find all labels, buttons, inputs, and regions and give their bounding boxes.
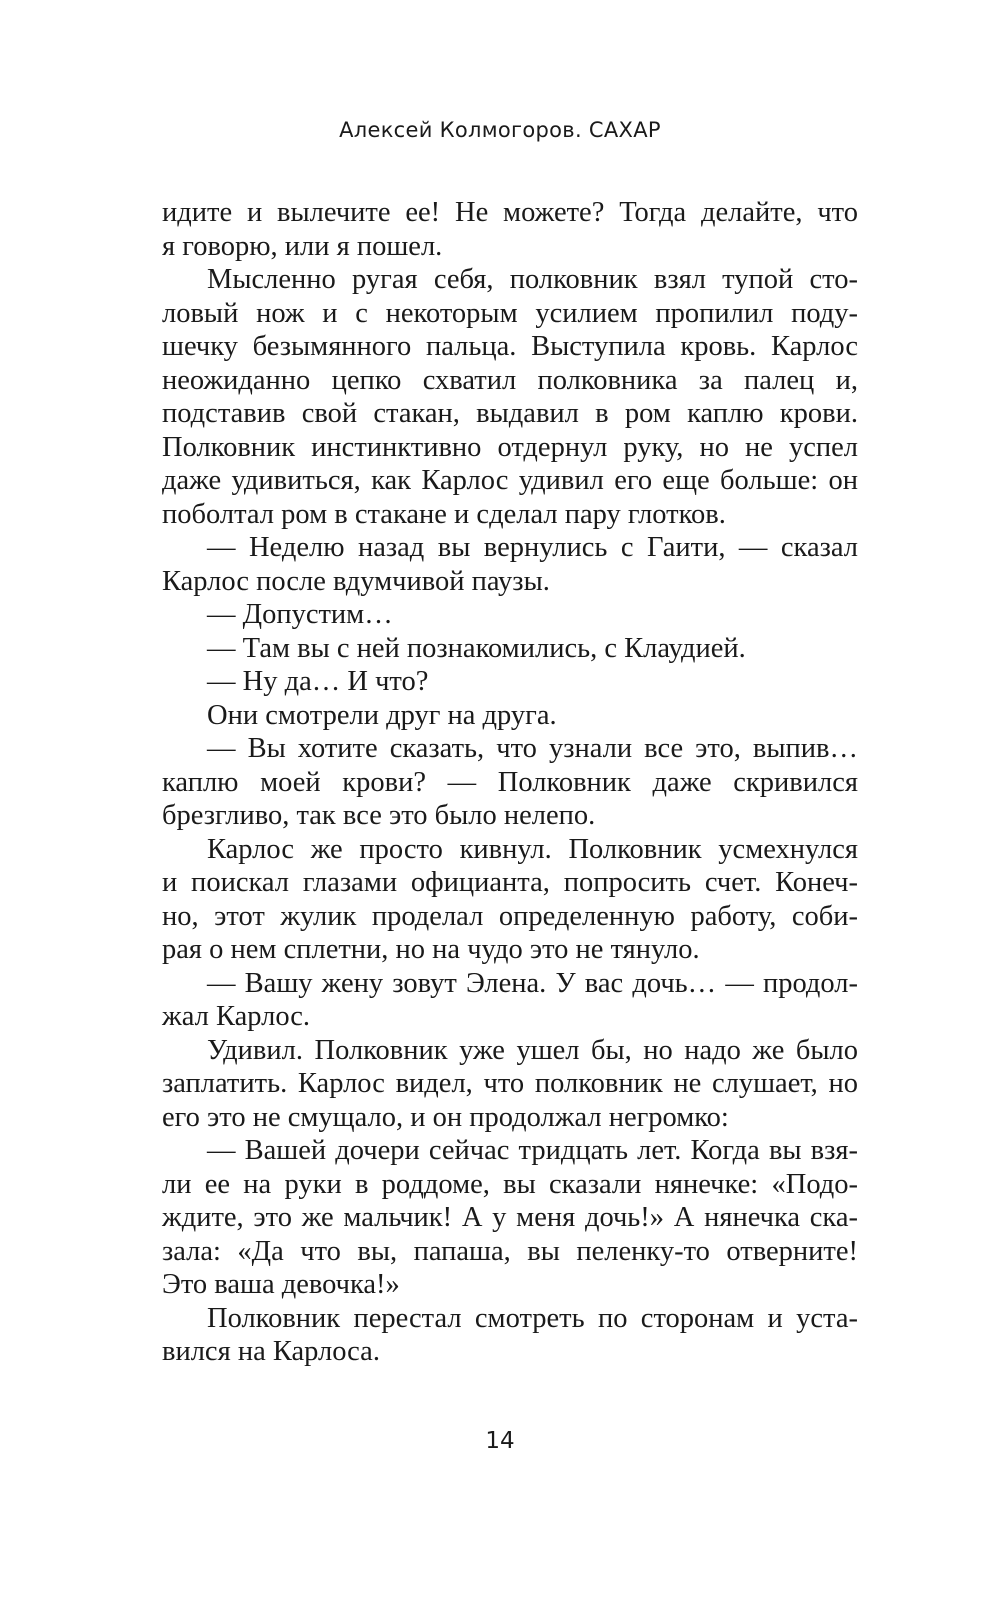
text-line: брезгливо, так все это было нелепо. (162, 800, 596, 831)
text-line: поболтал ром в стакане и сделал пару глотков. (162, 498, 726, 530)
text-line: идите и вылечите ее! Не можете? Тогда делайте, что (162, 197, 858, 228)
text-line: — Неделю назад вы вернулись с Гаити, — сказал (207, 532, 858, 563)
text-line: подставив свой стакан, выдавил в ром каплю крови. (162, 398, 858, 429)
running-head: Алексей Колмогоров. САХАР (339, 118, 661, 142)
text-line: рая о нем сплетни, но на чудо это не тянуло. (162, 934, 700, 965)
text-line: я говорю, или я пошел. (162, 230, 443, 262)
page-number: 14 (485, 1428, 515, 1454)
text-line: Они смотрели друг на друга. (207, 699, 557, 731)
text-line: — Вашей дочери сейчас тридцать лет. Когда вы взя- (207, 1135, 858, 1166)
text-line: — Там вы с ней познакомились, с Клаудией. (207, 632, 746, 664)
text-line: даже удивиться, как Карлос удивил его еще больше: он (162, 465, 858, 496)
text-line: каплю моей крови? — Полковник даже скривился (162, 766, 858, 798)
text-line: — Ну да… И что? (207, 666, 429, 697)
text-line: Полковник перестал смотреть по сторонам и уста- (207, 1302, 858, 1334)
text-line: вился на Карлоса. (162, 1336, 380, 1367)
text-line: его это не смущало, и он продолжал негромко: (162, 1101, 729, 1133)
text-line: Карлос же просто кивнул. Полковник усмехнулся (207, 833, 858, 865)
text-line: Мысленно ругая себя, полковник взял тупой сто- (207, 264, 858, 295)
text-line: зала: «Да что вы, папаша, вы пеленку-то отверните! (162, 1235, 858, 1267)
text-line: и поискал глазами официанта, попросить счет. Конеч- (162, 867, 858, 898)
text-line: шечку безымянного пальца. Выступила кровь. Карлос (162, 331, 858, 362)
text-line: ждите, это же мальчик! А у меня дочь!» А нянечка ска- (162, 1202, 858, 1233)
text-line: — Вашу жену зовут Элена. У вас дочь… — продол- (207, 967, 858, 999)
text-line: но, этот жулик проделал определенную работу, соби- (162, 900, 858, 932)
text-line: ловый нож и с некоторым усилием пропилил поду- (162, 297, 858, 329)
body-text (162, 196, 858, 1369)
text-line: неожиданно цепко схватил полковника за палец и, (162, 364, 858, 396)
text-line: — Допустим… (207, 599, 393, 630)
text-line: заплатить. Карлос видел, что полковник не слушает, но (162, 1068, 858, 1099)
text-line: — Вы хотите сказать, что узнали все это, выпив… (207, 733, 858, 764)
text-line: жал Карлос. (162, 1001, 311, 1032)
text-line: Удивил. Полковник уже ушел бы, но надо же было (207, 1034, 858, 1066)
text-line: Карлос после вдумчивой паузы. (162, 565, 550, 597)
text-line: Полковник инстинктивно отдернул руку, но не успел (162, 431, 858, 463)
text-line: Это ваша девочка!» (162, 1269, 400, 1300)
text-line: ли ее на руки в роддоме, вы сказали нянечке: «Подо- (162, 1168, 858, 1200)
